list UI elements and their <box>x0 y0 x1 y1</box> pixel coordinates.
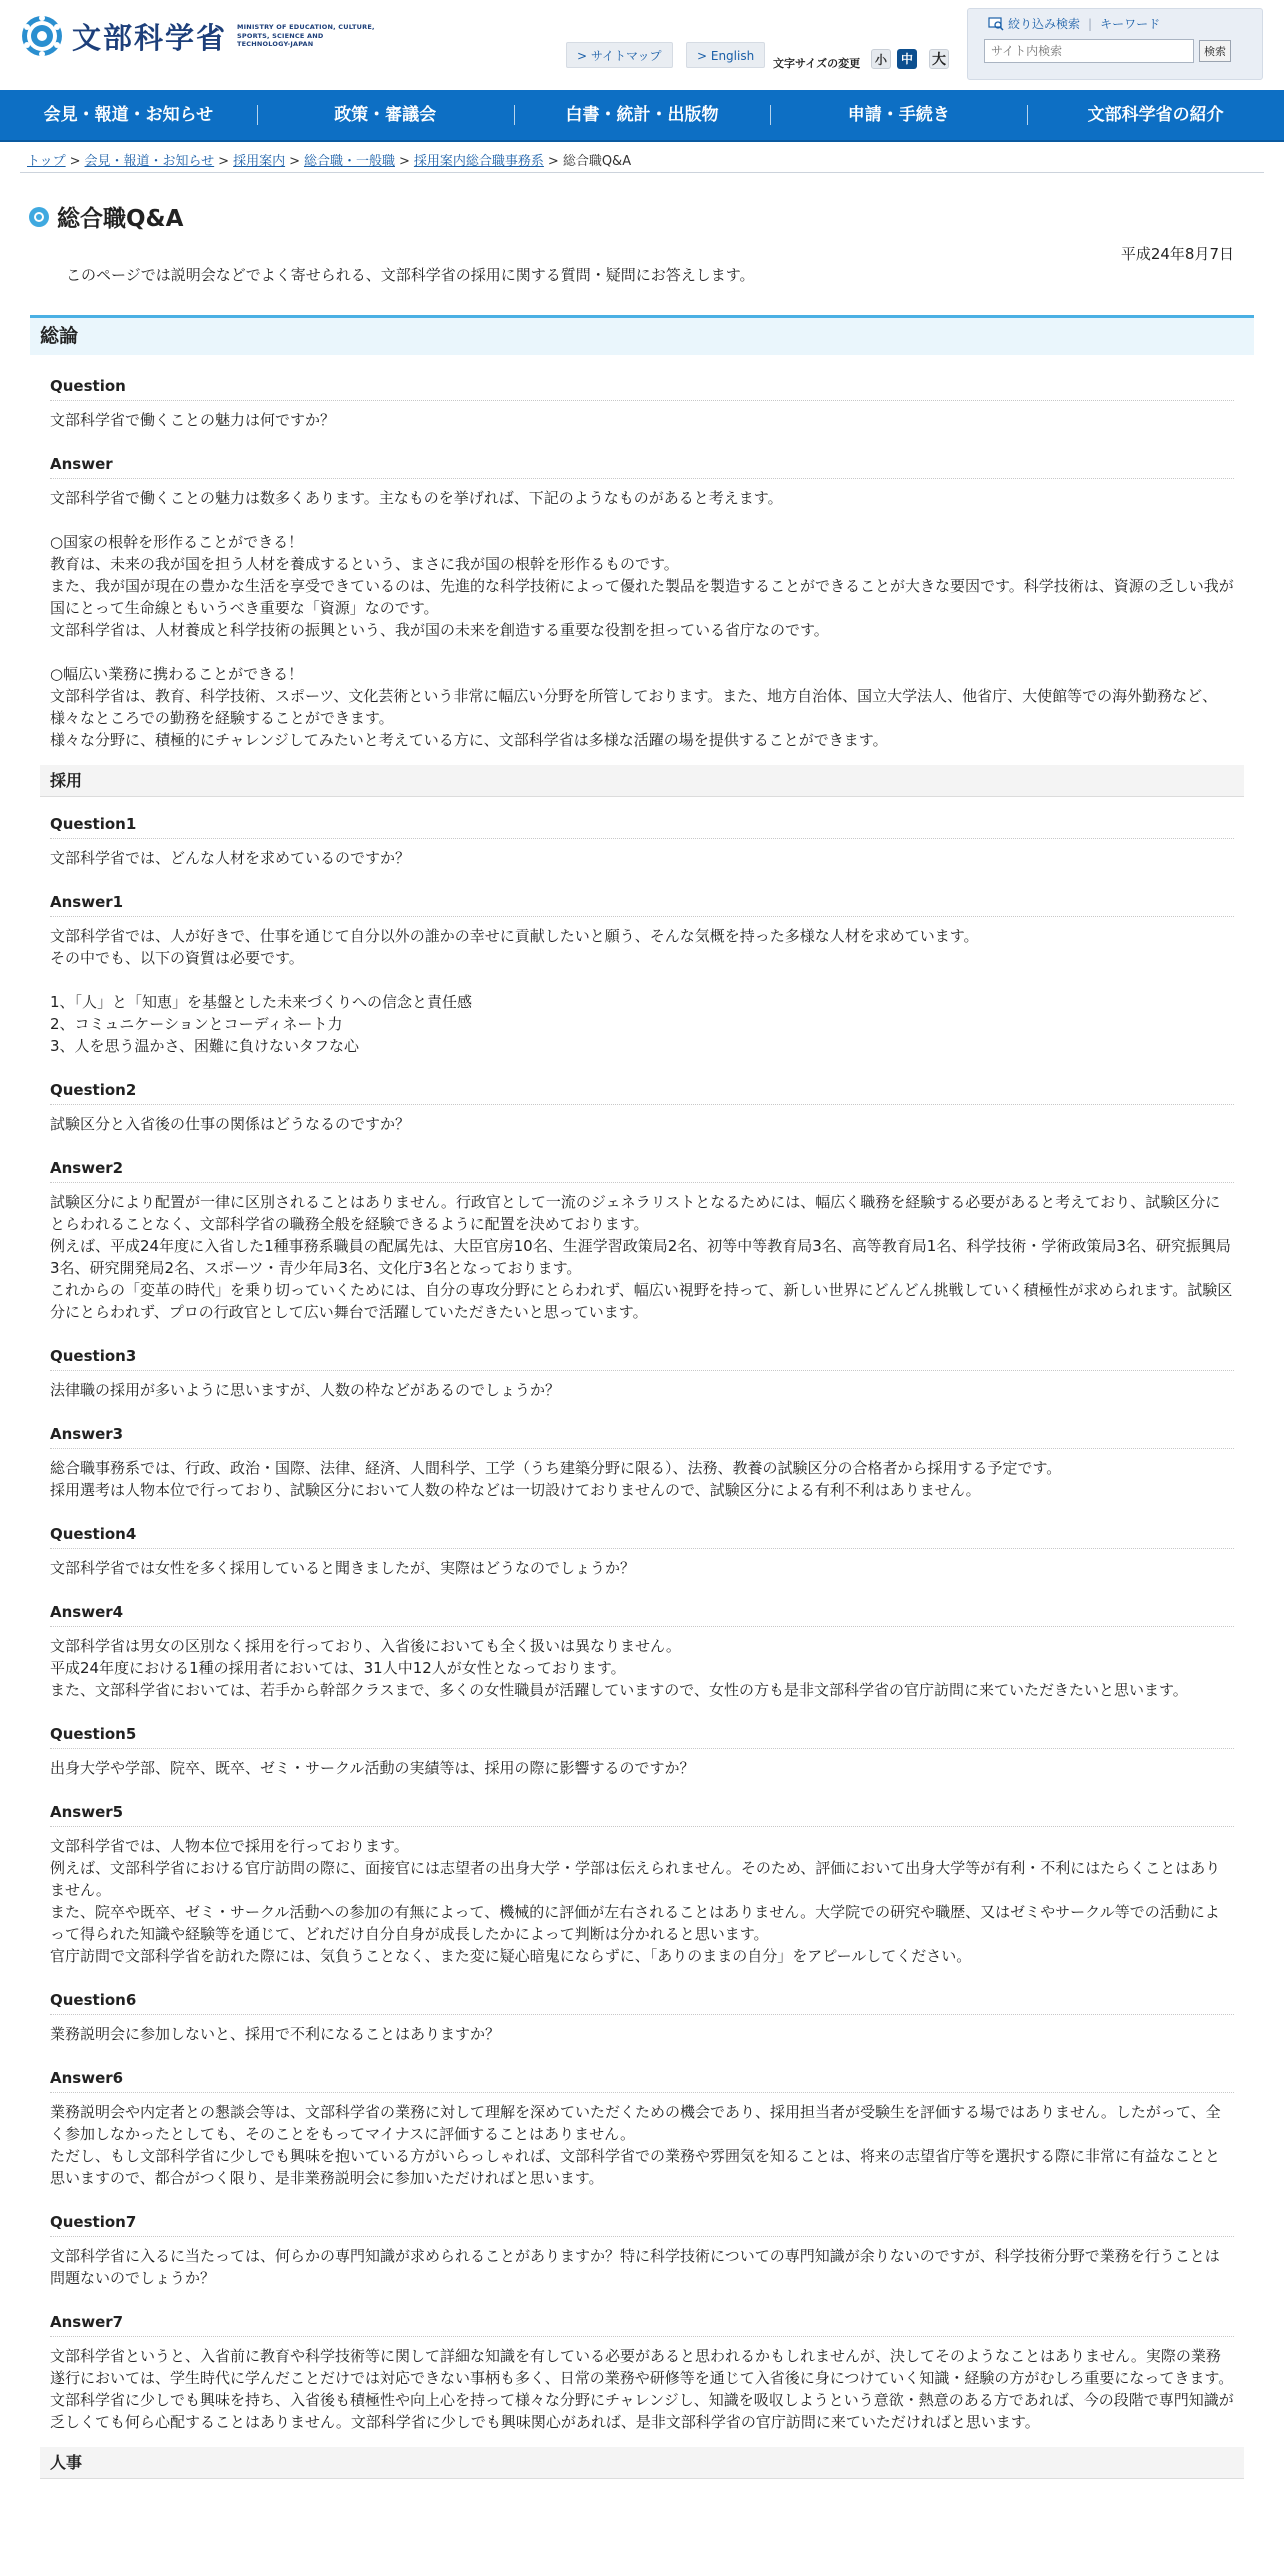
answer-label: Answer4 <box>50 1593 1234 1627</box>
answer-label: Answer7 <box>50 2303 1234 2337</box>
breadcrumb-separator: > <box>218 154 230 169</box>
breadcrumb-divider <box>20 172 1264 173</box>
section-heading-personnel: 人事 <box>40 2447 1244 2479</box>
question-text: 法律職の採用が多いように思いますが、人数の枠などがあるのでしょうか？ <box>50 1381 561 1399</box>
search-tab-filter-label: 絞り込み検索 <box>1008 17 1081 31</box>
page-title: 総合職Q&A <box>57 206 184 232</box>
breadcrumb-admin-track[interactable]: 採用案内総合職事務系 <box>413 154 544 169</box>
search-tabs <box>988 15 1160 32</box>
font-size-small-button[interactable]: 小 <box>871 49 891 69</box>
nav-item-about[interactable]: 文部科学省の紹介 <box>1027 90 1284 140</box>
answer-text: 文部科学省では、人物本位で採用を行っております。 例えば、文部科学省における官庁訪問の際に、面接官には志望者の出身大学・学部は伝えられません。そのため、評価において出身大学等が有利・不利にはたらくことはありません。 また、院卒や既卒、ゼミ・サークル活動への参加の有無によって、機械的に評価が左右されることはありません。大学院での研究や職歴、又はゼミやサークル等での活動によって得られた知識や経験等を通じて、どれだけ自分自身が成長したかによって判断は分かれると思います。 官庁訪問で文部科学省を訪れた際には、気負うことなく、また変に疑心暗鬼にならずに、「ありのままの自分」をアピールしてください。 <box>50 1837 1221 1965</box>
breadcrumb-separator: > <box>547 154 559 169</box>
nav-item-procedures[interactable]: 申請・手続き <box>770 90 1027 140</box>
question-text: 文部科学省で働くことの魅力は何ですか？ <box>50 411 336 429</box>
question-text: 文部科学省では女性を多く採用していると聞きましたが、実際はどうなのでしょうか？ <box>50 1559 636 1577</box>
search-tab-divider: | <box>1088 16 1093 31</box>
question-label: Question <box>50 367 1234 401</box>
site-search-panel <box>967 8 1263 80</box>
question-text: 業務説明会に参加しないと、採用で不利になることはありますか？ <box>50 2025 501 2043</box>
question-label: Question7 <box>50 2203 1234 2237</box>
breadcrumb-recruit[interactable]: 採用案内 <box>233 154 286 169</box>
font-size-medium-button[interactable]: 中 <box>897 49 917 69</box>
answer-text: 文部科学省では、人が好きで、仕事を通じて自分以外の誰かの幸せに貢献したいと願う、そんな気概を持った多様な人材を求めています。 その中でも、以下の資質は必要です。 1、「人」と「知恵」を基盤とした未来づくりへの信念と責任感 2、コミュニケーションとコーディネート力 3、人を思う温かさ、困難に負けないタフな心 <box>50 927 979 1055</box>
font-size-large-button[interactable]: 大 <box>929 49 949 69</box>
breadcrumb <box>27 150 631 169</box>
qa-item <box>30 2203 1254 2433</box>
sitemap-link[interactable]: > サイトマップ <box>566 42 673 68</box>
search-tab-filter[interactable] <box>988 15 1080 32</box>
qa-item <box>30 1071 1254 1323</box>
site-search-input[interactable] <box>984 39 1194 63</box>
answer-text: 業務説明会や内定者との懇談会等は、文部科学省の業務に対して理解を深めていただくための機会であり、採用担当者が受験生を評価する場ではありません。したがって、全く参加しなかったとしても、そのことをもってマイナスに評価することはありません。 ただし、もし文部科学省に少しでも興味を抱いている方がいらっしゃれば、文部科学省での業務や雰囲気を知ることは、将来の志望省庁等を選択する際に非常に有益なことと思いますので、都合がつく限り、是非業務説明会に参加いただければと思います。 <box>50 2103 1221 2187</box>
answer-label: Answer6 <box>50 2059 1234 2093</box>
filter-search-icon <box>988 17 1004 31</box>
mext-emblem-icon <box>20 14 64 58</box>
search-button[interactable]: 検索 <box>1199 40 1231 62</box>
qa-item <box>30 367 1254 751</box>
answer-label: Answer2 <box>50 1149 1234 1183</box>
qa-item <box>30 1515 1254 1701</box>
font-size-label: 文字サイズの変更 <box>773 57 861 70</box>
logo-text: 文部科学省 <box>72 20 228 55</box>
nav-item-policy[interactable]: 政策・審議会 <box>257 90 514 140</box>
nav-item-publications[interactable]: 白書・統計・出版物 <box>514 90 771 140</box>
site-header <box>0 0 1284 90</box>
page-lead: このページでは説明会などでよく寄せられる、文部科学省の採用に関する質問・疑問にお答えします。 <box>66 266 755 284</box>
search-tab-keyword[interactable]: キーワード <box>1100 17 1161 31</box>
question-label: Question5 <box>50 1715 1234 1749</box>
logo-english-text: MINISTRY OF EDUCATION, CULTURE, SPORTS, SCIENCE AND TECHNOLOGY-JAPAN <box>237 23 375 49</box>
english-link[interactable]: > English <box>686 42 765 68</box>
breadcrumb-press[interactable]: 会見・報道・お知らせ <box>84 154 215 169</box>
site-logo[interactable] <box>20 14 377 58</box>
title-bullet-icon <box>29 207 49 227</box>
question-label: Question3 <box>50 1337 1234 1371</box>
qa-item <box>30 1981 1254 2189</box>
answer-label: Answer <box>50 445 1234 479</box>
question-label: Question2 <box>50 1071 1234 1105</box>
answer-text: 文部科学省というと、入省前に教育や科学技術等に関して詳細な知識を有している必要があると思われるかもしれませんが、決してそのようなことはありません。実際の業務遂行においては、学生時代に学んだことだけでは対応できない事柄も多く、日常の業務や研修等を通じて入省後に身につけていく知識・経験の方がむしろ重要になってきます。 文部科学省に少しでも興味を持ち、入省後も積極性や向上心を持って様々な分野にチャレンジし、知識を吸収しようという意欲・熱意のある方であれば、今の段階で専門知識が乏しくても何ら心配することはありません。文部科学省に少しでも興味関心があれば、是非文部科学省の官庁訪問に来ていただければと思います。 <box>50 2347 1234 2431</box>
question-text: 出身大学や学部、院卒、既卒、ゼミ・サークル活動の実績等は、採用の際に影響するのですか？ <box>50 1759 695 1777</box>
main-content <box>30 315 1254 2487</box>
question-label: Question1 <box>50 805 1234 839</box>
question-text: 文部科学省に入るに当たっては、何らかの専門知識が求められることがありますか？特に科学技術についての専門知識が余りないのですが、科学技術分野で業務を行うことは問題ないのでしょうか？ <box>50 2247 1220 2287</box>
qa-item <box>30 805 1254 1057</box>
qa-item <box>30 1715 1254 1967</box>
breadcrumb-top[interactable]: トップ <box>27 154 66 169</box>
question-text: 文部科学省では、どんな人材を求めているのですか？ <box>50 849 411 867</box>
breadcrumb-separator: > <box>399 154 410 169</box>
answer-text: 文部科学省で働くことの魅力は数多くあります。主なものを挙げれば、下記のようなものがあると考えます。 ○国家の根幹を形作ることができる！ 教育は、未来の我が国を担う人材を養成するという、まさに我が国の根幹を形作るものです。 また、我が国が現在の豊かな生活を享受できているのは、先進的な科学技術によって優れた製品を製造することができることが大きな要因です。科学技術は、資源の乏しい我が国にとって生命線ともいうべき重要な「資源」なのです。 文部科学省は、人材養成と科学技術の振興という、我が国の未来を創造する重要な役割を担っている省庁なのです。 ○幅広い業務に携わることができる！ 文部科学省は、教育、科学技術、スポーツ、文化芸術という非常に幅広い分野を所管しております。また、地方自治体、国立大学法人、他省庁、大使館等での海外勤務など、様々なところでの勤務を経験することができます。 様々な分野に、積極的にチャレンジしてみたいと考えている方に、文部科学省は多様な活躍の場を提供することができます。 <box>50 489 1234 749</box>
global-nav <box>0 90 1284 142</box>
question-label: Question4 <box>50 1515 1234 1549</box>
publish-date: 平成24年8月7日 <box>1120 245 1234 263</box>
breadcrumb-current: 総合職Q&A <box>562 154 632 169</box>
question-text: 試験区分と入省後の仕事の関係はどうなるのですか？ <box>50 1115 411 1133</box>
answer-text: 試験区分により配置が一律に区別されることはありません。行政官として一流のジェネラリストとなるためには、幅広く職務を経験する必要があると考えており、試験区分にとらわれることなく、文部科学省の職務全般を経験できるように配置を決めております。 例えば、平成24年度に入省した1種事務系職員の配属先は、大臣官房10名、生涯学習政策局2名、初等中等教育局3名、高等教育局1名、科学技術・学術政策局3名、研究振興局3名、研究開発局2名、スポーツ・青少年局3名、文化庁3名となっております。 これからの「変革の時代」を乗り切っていくためには、自分の専攻分野にとらわれず、幅広い視野を持って、新しい世界にどんどん挑戦していく積極性が求められます。試験区分にとらわれず、プロの行政官として広い舞台で活躍していただきたいと思っています。 <box>50 1193 1233 1321</box>
answer-text: 文部科学省は男女の区別なく採用を行っており、入省後においても全く扱いは異なりません。 平成24年度における1種の採用者においては、31人中12人が女性となっております。 また、文部科学省においては、若手から幹部クラスまで、多くの女性職員が活躍していますので、女性の方も是非文部科学省の官庁訪問に来ていただきたいと思います。 <box>50 1637 1188 1699</box>
question-label: Question6 <box>50 1981 1234 2015</box>
page-title-block <box>29 200 183 233</box>
answer-label: Answer1 <box>50 883 1234 917</box>
section-heading-general: 総論 <box>30 315 1254 355</box>
breadcrumb-separator: > <box>69 154 81 169</box>
answer-label: Answer3 <box>50 1415 1234 1449</box>
section-heading-recruit: 採用 <box>40 765 1244 797</box>
qa-item <box>30 1337 1254 1501</box>
breadcrumb-career-track[interactable]: 総合職・一般職 <box>303 154 395 169</box>
answer-text: 総合職事務系では、行政、政治・国際、法律、経済、人間科学、工学（うち建築分野に限る）、法務、教養の試験区分の合格者から採用する予定です。 採用選考は人物本位で行っており、試験区分において人数の枠などは一切設けておりませんので、試験区分による有利不利はありません。 <box>50 1459 1062 1499</box>
nav-item-press[interactable]: 会見・報道・お知らせ <box>43 105 214 125</box>
breadcrumb-separator: > <box>289 154 300 169</box>
answer-label: Answer5 <box>50 1793 1234 1827</box>
